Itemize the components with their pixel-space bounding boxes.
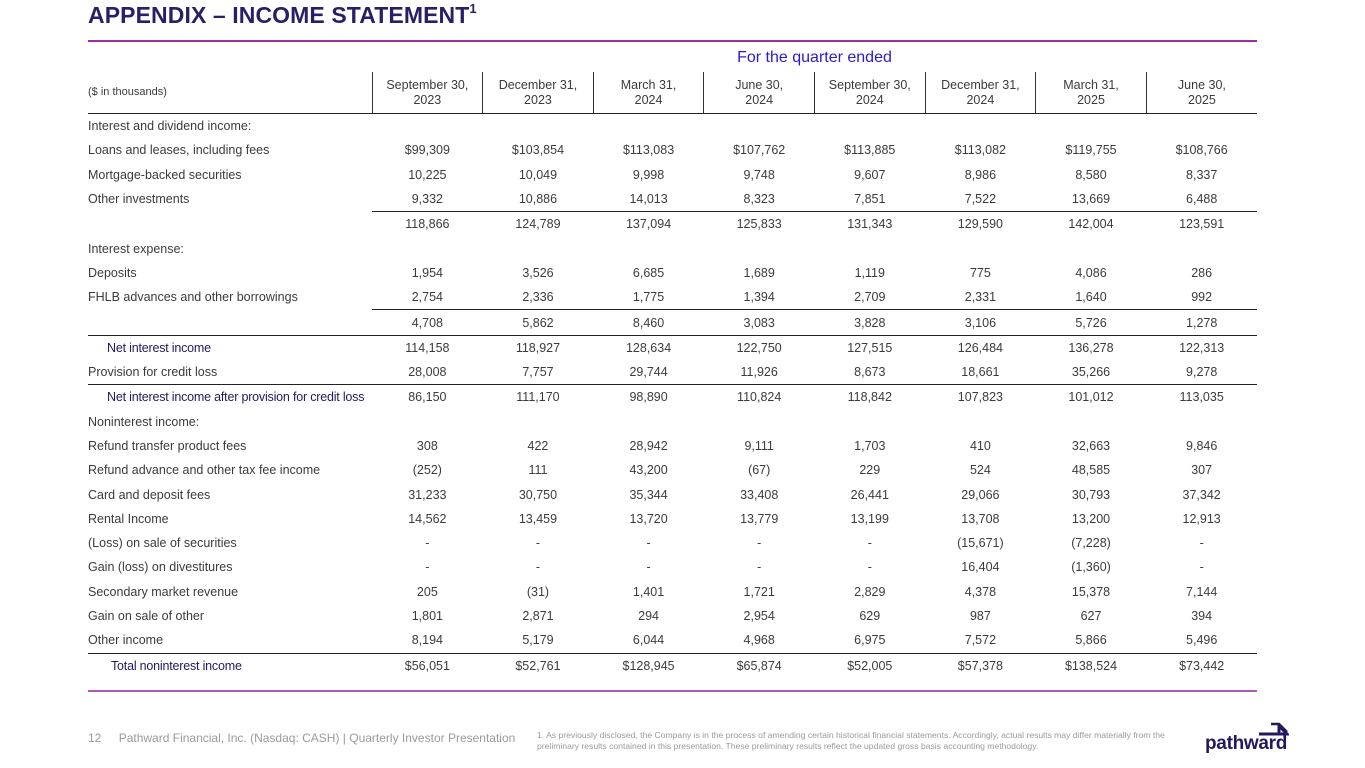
table-row xyxy=(88,261,1257,285)
income-statement-table xyxy=(88,72,1257,678)
table-cell: 8,986 xyxy=(964,167,997,182)
table-cell xyxy=(814,410,925,434)
table-cell: 8,673 xyxy=(854,365,886,380)
table-cell: 2,954 xyxy=(743,609,775,624)
table-cell: 18,661 xyxy=(961,365,1000,380)
table-cell: 7,757 xyxy=(522,365,554,380)
table-cell: $138,524 xyxy=(1036,653,1147,678)
row-label: Rental Income xyxy=(88,511,169,526)
table-cell: 775 xyxy=(969,265,991,280)
table-cell: 28,942 xyxy=(629,439,668,453)
period-header: For the quarter ended xyxy=(737,49,892,66)
table-cell: 13,779 xyxy=(740,511,779,526)
table-cell: 4,086 xyxy=(1075,265,1107,280)
table-cell: - xyxy=(867,560,872,575)
pathward-logo xyxy=(1205,722,1295,756)
table-cell: 37,342 xyxy=(1182,487,1221,502)
column-header: September 30, 2024 xyxy=(814,72,925,114)
table-cell xyxy=(483,114,594,139)
row-label: FHLB advances and other borrowings xyxy=(88,290,298,305)
table-cell: (1,360) xyxy=(1071,560,1111,575)
table-cell: 9,278 xyxy=(1186,365,1218,380)
table-cell: 137,094 xyxy=(593,212,704,237)
table-cell xyxy=(1146,410,1257,434)
table-cell: - xyxy=(425,560,430,575)
table-cell: 1,401 xyxy=(632,584,665,599)
table-cell xyxy=(483,410,594,434)
table-cell: 1,394 xyxy=(743,290,775,305)
table-cell: $108,766 xyxy=(1175,143,1228,158)
footer xyxy=(88,731,515,745)
table-cell: $52,761 xyxy=(483,653,594,678)
table-cell: 8,194 xyxy=(411,633,443,648)
title-divider xyxy=(88,40,1257,42)
table-cell: 8,460 xyxy=(593,310,704,335)
table-cell: 1,640 xyxy=(1075,290,1107,305)
row-label: Net interest income after provision for credit loss xyxy=(88,385,372,410)
table-cell: - xyxy=(867,536,872,551)
table-cell: 1,801 xyxy=(411,609,443,624)
table-row xyxy=(88,335,1257,360)
table-cell: $52,005 xyxy=(814,653,925,678)
table-cell: - xyxy=(535,536,541,551)
table-cell: 5,862 xyxy=(483,310,594,335)
table-row xyxy=(88,410,1257,434)
table-cell: $99,309 xyxy=(404,143,450,158)
table-cell: 123,591 xyxy=(1146,212,1257,237)
table-cell: 987 xyxy=(969,609,991,624)
table-cell: 7,572 xyxy=(964,633,997,648)
row-label: Total noninterest income xyxy=(88,653,372,678)
table-cell: $57,378 xyxy=(925,653,1036,678)
table-cell: 14,562 xyxy=(408,511,447,526)
table-cell: 7,144 xyxy=(1186,584,1218,599)
table-cell: 3,828 xyxy=(814,310,925,335)
table-cell: 10,049 xyxy=(518,167,558,182)
row-label: Refund advance and other tax fee income xyxy=(88,463,321,478)
table-cell: 9,998 xyxy=(632,167,665,182)
table-cell: 307 xyxy=(1191,463,1213,478)
table-cell: 3,526 xyxy=(522,265,554,280)
row-label: Interest and dividend income: xyxy=(88,119,252,134)
table-cell: 7,522 xyxy=(964,192,997,207)
table-cell: $56,051 xyxy=(372,653,483,678)
table-cell: (7,228) xyxy=(1071,536,1111,551)
table-cell: 4,708 xyxy=(372,310,483,335)
table-cell xyxy=(372,410,483,434)
table-cell: 524 xyxy=(969,463,991,478)
row-label: Card and deposit fees xyxy=(88,487,211,502)
table-cell: 7,851 xyxy=(854,192,886,207)
table-cell: 1,954 xyxy=(411,265,443,280)
table-cell: $128,945 xyxy=(593,653,704,678)
table-cell: 129,590 xyxy=(925,212,1036,237)
table-cell: 127,515 xyxy=(814,335,925,360)
table-cell xyxy=(925,410,1036,434)
table-cell xyxy=(1146,114,1257,139)
row-label: Deposits xyxy=(88,265,137,280)
table-cell: 3,106 xyxy=(925,310,1036,335)
table-cell: $113,082 xyxy=(954,143,1006,158)
table-cell: 128,634 xyxy=(593,335,704,360)
table-cell: 992 xyxy=(1191,290,1213,305)
table-cell xyxy=(925,114,1036,139)
table-cell: 13,669 xyxy=(1071,192,1111,207)
table-cell: 12,913 xyxy=(1182,511,1221,526)
table-row xyxy=(88,360,1257,385)
column-header: December 31, 2024 xyxy=(925,72,1036,114)
table-cell: 1,721 xyxy=(743,584,775,599)
table-cell: $65,874 xyxy=(704,653,815,678)
table-cell: 26,441 xyxy=(850,487,889,502)
column-header: December 31, 2023 xyxy=(483,72,594,114)
table-cell: 229 xyxy=(859,463,881,478)
table-cell: 9,111 xyxy=(744,439,774,453)
table-cell: $113,885 xyxy=(844,143,896,158)
table-row xyxy=(88,458,1257,482)
table-cell: (252) xyxy=(412,463,442,478)
table-cell: 308 xyxy=(416,439,438,453)
table-cell: 118,842 xyxy=(814,385,925,410)
table-cell: 33,408 xyxy=(740,487,779,502)
table-cell: 9,846 xyxy=(1186,439,1218,453)
table-cell: 111,170 xyxy=(483,385,594,410)
table-row xyxy=(88,212,1257,237)
table-row xyxy=(88,236,1257,260)
table-cell: 205 xyxy=(416,584,438,599)
table-cell xyxy=(1146,236,1257,260)
table-cell xyxy=(593,410,704,434)
table-cell xyxy=(704,410,815,434)
table-cell: 124,789 xyxy=(483,212,594,237)
table-cell: - xyxy=(646,560,651,575)
table-bottom-rule xyxy=(88,690,1257,692)
table-cell: 1,703 xyxy=(854,439,886,453)
table-cell: 13,199 xyxy=(850,511,889,526)
table-cell: 114,158 xyxy=(372,335,483,360)
row-label: Mortgage-backed securities xyxy=(88,167,242,182)
row-label: Noninterest income: xyxy=(88,414,200,429)
table-cell: - xyxy=(1199,560,1204,575)
table-cell: 2,336 xyxy=(522,290,554,305)
table-cell: 110,824 xyxy=(704,385,815,410)
table-cell: 122,313 xyxy=(1146,335,1257,360)
table-cell: 1,278 xyxy=(1146,310,1257,335)
table-cell: 35,266 xyxy=(1071,365,1111,380)
table-cell: $119,755 xyxy=(1065,143,1117,158)
table-row xyxy=(88,114,1257,139)
table-cell: 9,607 xyxy=(854,167,886,182)
table-cell: 2,754 xyxy=(411,290,443,305)
table-cell: 394 xyxy=(1191,609,1213,624)
table-cell: 294 xyxy=(638,609,659,624)
table-row xyxy=(88,482,1257,506)
table-cell: 2,709 xyxy=(854,290,886,305)
table-cell: 28,008 xyxy=(408,365,447,380)
table-cell: 13,720 xyxy=(629,511,668,526)
table-cell: - xyxy=(1199,536,1204,551)
table-cell: (31) xyxy=(526,584,550,599)
table-row xyxy=(88,138,1257,162)
table-row xyxy=(88,628,1257,653)
table-cell: $113,083 xyxy=(622,143,675,158)
table-cell: (15,671) xyxy=(957,536,1004,551)
table-cell: 43,200 xyxy=(629,463,668,478)
row-label: Gain (loss) on divestitures xyxy=(88,560,233,575)
table-cell: 422 xyxy=(527,439,549,453)
footnote: 1. As previously disclosed, the Company is in the process of amending certain historical financial statements. Accordingly, actual results may differ materially from the preliminary results contained in this presentation. These preliminary results reflect the updated gross basis accounting methodology. xyxy=(537,730,1165,751)
table-cell: 13,708 xyxy=(961,511,1000,526)
table-cell: 2,331 xyxy=(964,290,997,305)
table-cell: 125,833 xyxy=(704,212,815,237)
table-cell: 118,927 xyxy=(483,335,594,360)
table-cell: 2,871 xyxy=(522,609,554,624)
table-cell: 6,975 xyxy=(854,633,886,648)
table-row xyxy=(88,187,1257,212)
table-cell xyxy=(593,236,704,260)
table-cell: 9,332 xyxy=(411,192,443,207)
table-cell: 98,890 xyxy=(593,385,704,410)
column-header: March 31, 2024 xyxy=(593,72,704,114)
table-cell: 5,726 xyxy=(1036,310,1147,335)
table-cell xyxy=(372,114,483,139)
table-cell: 16,404 xyxy=(961,560,1000,575)
table-cell: 4,378 xyxy=(964,584,997,599)
column-header: March 31, 2025 xyxy=(1036,72,1147,114)
table-cell: 29,066 xyxy=(961,487,1000,502)
table-cell xyxy=(704,236,815,260)
table-cell: 8,337 xyxy=(1186,167,1218,182)
table-cell: 14,013 xyxy=(629,192,668,207)
table-cell: $73,442 xyxy=(1146,653,1257,678)
column-header: June 30, 2024 xyxy=(704,72,815,114)
table-cell: 113,035 xyxy=(1146,385,1257,410)
table-cell: 118,866 xyxy=(372,212,483,237)
table-cell: 9,748 xyxy=(743,167,775,182)
table-cell xyxy=(814,114,925,139)
table-cell: 30,793 xyxy=(1071,487,1111,502)
table-cell xyxy=(925,236,1036,260)
table-cell: 6,488 xyxy=(1186,192,1218,207)
table-row xyxy=(88,507,1257,531)
table-cell: 1,119 xyxy=(854,265,885,280)
table-row xyxy=(88,434,1257,458)
table-cell: 1,775 xyxy=(632,290,665,305)
table-cell: 6,685 xyxy=(632,265,665,280)
table-cell: 5,179 xyxy=(522,633,554,648)
table-cell: 3,083 xyxy=(704,310,815,335)
logo-wordmark: pathward xyxy=(1205,733,1288,754)
column-header: June 30, 2025 xyxy=(1146,72,1257,114)
row-label: Other investments xyxy=(88,192,190,207)
table-cell: 31,233 xyxy=(408,487,447,502)
table-cell: 32,663 xyxy=(1071,439,1111,453)
table-cell: 10,225 xyxy=(408,167,447,182)
footer-company: Pathward Financial, Inc. (Nasdaq: CASH) | Quarterly Investor Presentation xyxy=(118,731,516,745)
table-cell: 101,012 xyxy=(1036,385,1147,410)
row-label: Gain on sale of other xyxy=(88,609,205,624)
table-cell xyxy=(814,236,925,260)
table-cell: 48,585 xyxy=(1071,463,1111,478)
table-row xyxy=(88,531,1257,555)
table-cell: - xyxy=(646,536,651,551)
table-cell: (67) xyxy=(748,463,771,478)
page-number: 12 xyxy=(88,731,102,745)
table-cell: 10,886 xyxy=(518,192,558,207)
table-cell: 6,044 xyxy=(632,633,665,648)
table-cell: 29,744 xyxy=(629,365,668,380)
table-cell: 286 xyxy=(1191,265,1213,280)
column-header: September 30, 2023 xyxy=(372,72,483,114)
table-cell xyxy=(593,114,704,139)
table-row xyxy=(88,580,1257,604)
table-row xyxy=(88,385,1257,410)
table-cell: 107,823 xyxy=(925,385,1036,410)
row-label: Provision for credit loss xyxy=(88,365,218,380)
table-cell: 4,968 xyxy=(743,633,775,648)
page-title: APPENDIX – INCOME STATEMENT$^1$ xyxy=(88,1,477,28)
table-cell: - xyxy=(757,536,762,551)
table-cell: 136,278 xyxy=(1036,335,1147,360)
table-cell: 11,926 xyxy=(740,365,778,380)
table-cell: 8,580 xyxy=(1075,167,1107,182)
row-label: Other income xyxy=(88,633,164,648)
table-row xyxy=(88,653,1257,678)
row-label: Net interest income xyxy=(88,335,372,360)
table-cell: 627 xyxy=(1080,609,1102,624)
table-cell xyxy=(1036,236,1147,260)
table-cell: 13,200 xyxy=(1071,511,1111,526)
table-cell: 5,866 xyxy=(1075,633,1107,648)
table-row xyxy=(88,163,1257,187)
table-cell: 5,496 xyxy=(1186,633,1218,648)
table-cell: $107,762 xyxy=(733,143,786,158)
table-cell: - xyxy=(757,560,762,575)
table-row xyxy=(88,285,1257,310)
row-label: Refund transfer product fees xyxy=(88,439,247,453)
table-cell: 131,343 xyxy=(814,212,925,237)
footnote-marker: 1 xyxy=(469,1,477,16)
table-cell: 86,150 xyxy=(372,385,483,410)
table-cell: 410 xyxy=(969,439,991,453)
table-cell: - xyxy=(425,536,430,551)
row-label xyxy=(88,212,372,237)
table-cell: - xyxy=(535,560,541,575)
units-label: ($ in thousands) xyxy=(88,72,372,114)
table-cell: 122,750 xyxy=(704,335,815,360)
table-cell: $103,854 xyxy=(511,143,565,158)
table-cell xyxy=(704,114,815,139)
column-header-row xyxy=(88,72,1257,114)
table-cell: 13,459 xyxy=(518,511,558,526)
row-label: Interest expense: xyxy=(88,241,184,256)
table-cell xyxy=(483,236,594,260)
table-cell: 8,323 xyxy=(743,192,775,207)
table-cell: 629 xyxy=(859,609,881,624)
table-cell: 111 xyxy=(528,463,548,478)
table-cell xyxy=(1036,410,1147,434)
table-cell: 2,829 xyxy=(854,584,886,599)
row-label: Loans and leases, including fees xyxy=(88,143,270,158)
table-cell xyxy=(1036,114,1147,139)
table-cell: 15,378 xyxy=(1071,584,1111,599)
row-label: Secondary market revenue xyxy=(88,584,239,599)
table-cell: 35,344 xyxy=(629,487,668,502)
table-row xyxy=(88,555,1257,579)
table-cell: 126,484 xyxy=(925,335,1036,360)
table-row xyxy=(88,604,1257,628)
row-label xyxy=(88,310,372,335)
table-cell: 30,750 xyxy=(518,487,558,502)
table-row xyxy=(88,310,1257,335)
table-cell: 142,004 xyxy=(1036,212,1147,237)
table-cell: 1,689 xyxy=(743,265,775,280)
row-label: (Loss) on sale of securities xyxy=(88,536,237,551)
table-cell xyxy=(372,236,483,260)
